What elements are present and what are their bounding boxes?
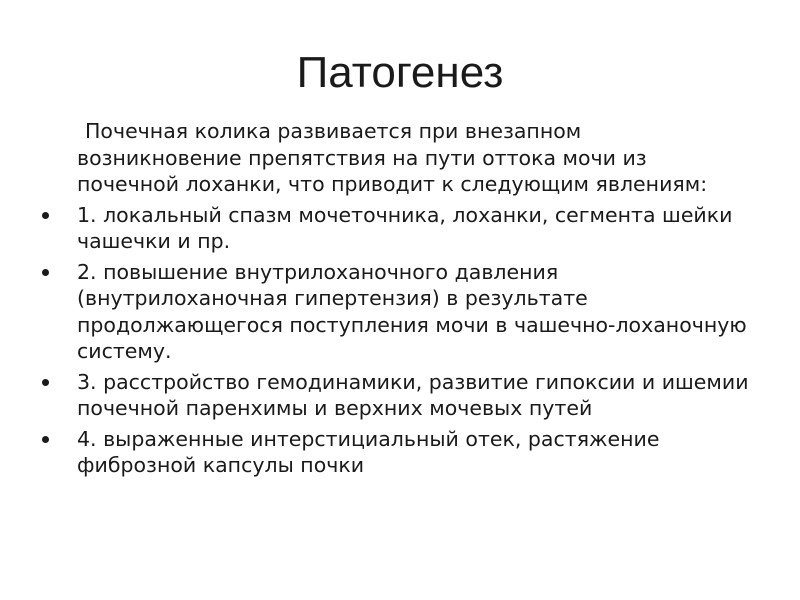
bullet-text: 1. локальный спазм мочеточника, лоханки, сегмента шейки чашечки и пр. [77, 202, 733, 253]
bullet-item [40, 259, 750, 365]
slide-body [40, 118, 750, 479]
slide-title: Патогенез [296, 48, 504, 97]
bullet-list [40, 202, 750, 479]
bullet-item [40, 202, 750, 255]
bullet-icon [42, 379, 49, 386]
bullet-text: 2. повышение внутрилоханочного давления (внутрилоханочная гипертензия) в результате продолжающегося поступления мочи в чашечно-лоханочную систему. [77, 259, 747, 363]
intro-paragraph: Почечная колика развивается при внезапном возникновение препятствия на пути оттока мочи из почечной лоханки, что приводит к следующим явлениям: [77, 119, 708, 196]
bullet-item [40, 426, 750, 479]
bullet-icon [42, 436, 49, 443]
bullet-item [40, 369, 750, 422]
bullet-icon [42, 212, 49, 219]
bullet-text: 4. выраженные интерстициальный отек, растяжение фиброзной капсулы почки [77, 426, 660, 477]
bullet-text: 3. расстройство гемодинамики, развитие гипоксии и ишемии почечной паренхимы и верхних мочевых путей [77, 369, 749, 420]
bullet-icon [42, 269, 49, 276]
